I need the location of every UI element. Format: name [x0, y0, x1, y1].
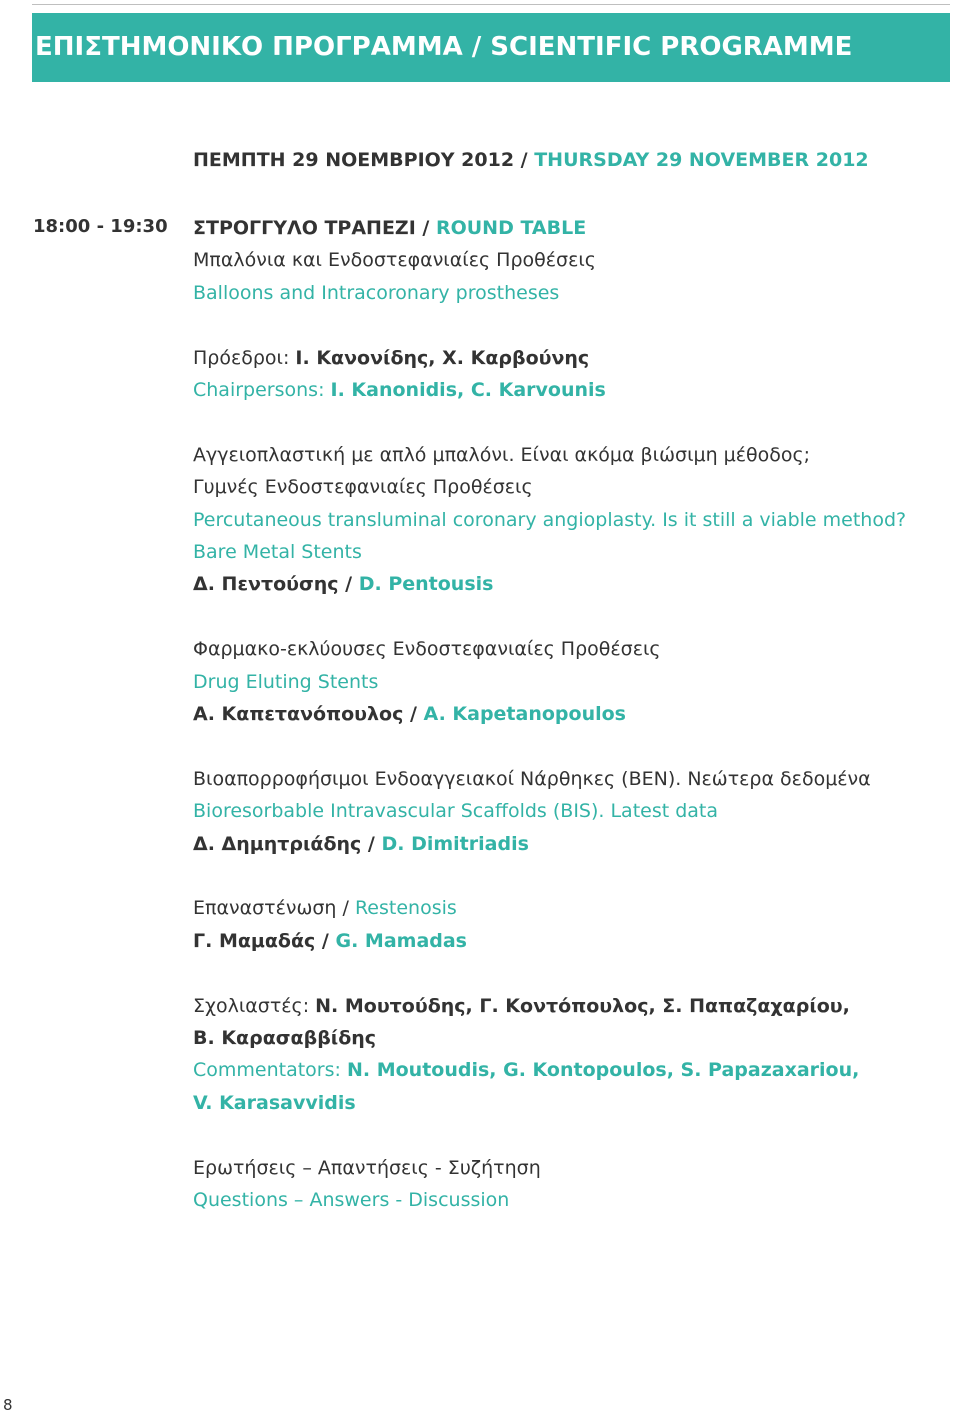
programme-banner: ΕΠΙΣΤΗΜΟΝΙΚΟ ΠΡΟΓΡΑΜΜΑ / SCIENTIFIC PROGRAMME: [32, 13, 950, 82]
talk-3-speaker-greek: Δ. Δημητριάδης /: [193, 832, 382, 855]
session-title-english: Balloons and Intracoronary prostheses: [193, 281, 560, 304]
talk-1-speaker-english: D. Pentousis: [358, 573, 494, 596]
chairs-names-english: I. Kanonidis, C. Karvounis: [330, 379, 606, 402]
commentators-names-greek-1: Ν. Μουτούδης, Γ. Κοντόπουλος, Σ. Παπαζαχαρίου,: [315, 994, 850, 1017]
chairs-label-greek: Πρόεδροι:: [193, 346, 296, 369]
talk-1-title-english-1: Percutaneous transluminal coronary angioplasty. Is it still a viable method?: [193, 508, 907, 531]
chairs-names-greek: Ι. Κανονίδης, Χ. Καρβούνης: [295, 346, 590, 369]
talk-1-title-english-2: Bare Metal Stents: [193, 541, 362, 564]
session-time: 18:00 - 19:30: [33, 216, 168, 237]
talk-2-speaker: [193, 698, 933, 730]
talk-3-title-english: Bioresorbable Intravascular Scaffolds (BIS). Latest data: [193, 800, 719, 823]
talk-2-speaker-greek: Α. Καπετανόπουλος /: [193, 703, 424, 726]
commentators-greek-2: Β. Καρασαββίδης: [193, 1027, 377, 1050]
day-english: THURSDAY 29 NOVEMBER 2012: [534, 149, 869, 171]
session-content: [193, 212, 933, 1216]
talk-1-speaker-greek: Δ. Πεντούσης /: [193, 573, 359, 596]
session-title-greek: Μπαλόνια και Ενδοστεφανιαίες Προθέσεις: [193, 249, 596, 272]
talk-2-speaker-english: A. Kapetanopoulos: [423, 703, 626, 726]
talk-1-title-greek-2: Γυμνές Ενδοστεφανιαίες Προθέσεις: [193, 476, 533, 499]
commentators-label-greek: Σχολιαστές:: [193, 994, 316, 1017]
commentators-names-english-1: N. Moutoudis, G. Kontopoulos, S. Papazaxariou,: [346, 1059, 860, 1082]
talk-4-speaker-english: G. Mamadas: [335, 929, 467, 952]
chairs-english: [193, 374, 933, 406]
chairs-greek: [193, 342, 933, 374]
commentators-english-1: [193, 1054, 933, 1086]
talk-4-speaker-greek: Γ. Μαμαδάς /: [193, 929, 336, 952]
talk-2-title-english: Drug Eluting Stents: [193, 670, 379, 693]
commentators-label-english: Commentators:: [193, 1059, 347, 1082]
talk-3-title-greek: Βιοαπορροφήσιμοι Ενδοαγγειακοί Νάρθηκες (ΒΕΝ). Νεώτερα δεδομένα: [193, 767, 871, 790]
day-greek: ΠΕΜΠΤΗ 29 ΝΟΕΜΒΡΙΟΥ 2012 /: [193, 149, 535, 171]
talk-1-speaker: [193, 568, 933, 600]
session-type-english: ROUND TABLE: [435, 217, 587, 239]
session-type-greek: ΣΤΡΟΓΓΥΛΟ ΤΡΑΠΕΖΙ /: [193, 217, 436, 239]
page-number: 8: [3, 1396, 13, 1414]
chairs-label-english: Chairpersons:: [193, 379, 331, 402]
commentators-greek-1: [193, 990, 933, 1022]
talk-3-speaker: [193, 828, 933, 860]
talk-1-title-greek-1: Αγγειοπλαστική με απλό μπαλόνι. Είναι ακόμα βιώσιμη μέθοδος;: [193, 443, 811, 466]
top-rule: [32, 4, 950, 5]
talk-4-title: [193, 892, 933, 924]
talk-4-title-english: Restenosis: [354, 897, 457, 920]
day-heading: [193, 149, 869, 171]
discussion-greek: Ερωτήσεις – Απαντήσεις - Συζήτηση: [193, 1156, 541, 1179]
commentators-english-2: V. Karasavvidis: [193, 1091, 356, 1114]
talk-2-title-greek: Φαρμακο-εκλύουσες Ενδοστεφανιαίες Προθέσεις: [193, 638, 661, 661]
discussion-english: Questions – Answers - Discussion: [193, 1189, 510, 1212]
talk-3-speaker-english: D. Dimitriadis: [381, 832, 529, 855]
session-type: [193, 212, 933, 244]
talk-4-speaker: [193, 925, 933, 957]
talk-4-title-greek: Επαναστένωση /: [193, 897, 355, 920]
